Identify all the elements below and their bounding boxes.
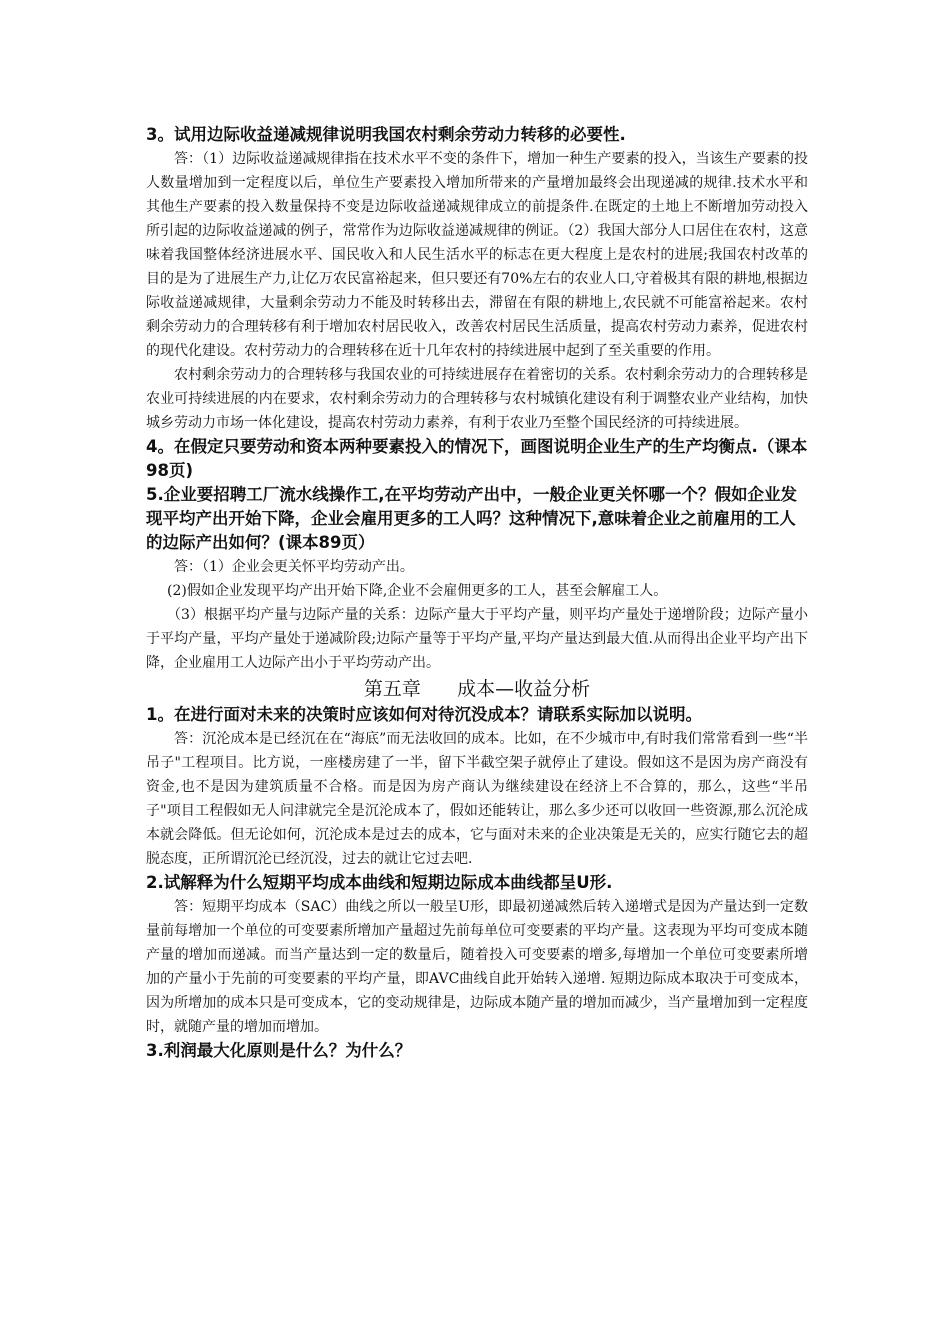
document-page — [146, 123, 808, 1063]
question-heading: 4。在假定只要劳动和资本两种要素投入的情况下，画图说明企业生产的生产均衡点.（课本98页) — [146, 437, 808, 480]
question-heading: 5.企业要招聘工厂流水线操作工,在平均劳动产出中，一般企业更关怀哪一个？假如企业发现平均产出开始下降，企业会雇用更多的工人吗？这种情况下,意味着企业之前雇用的工人的边际产出如何？(课本89页） — [146, 485, 798, 552]
question-heading: 3.利润最大化原则是什么？为什么？ — [146, 1041, 412, 1060]
answer-paragraph: 答：短期平均成本（SAC）曲线之所以一般呈U形，即最初递减然后转入递增式是因为产量达到一定数量前每增加一个单位的可变要素所增加产量超过先前每单位可变要素的平均产量。这表现为平均可变成本随产量的增加而递减。而当产量达到一定的数量后，随着投入可变要素的增多,每增加一个单位可变要素所增加的产量小于先前的可变要素的平均产量，即AVC曲线自此开始转入递增. 短期边际成本取决于可变成本，因为所增加的成本只是可变成本，它的变动规律是，边际成本随产量的增加而减少，当产量增加到一定程度时，就随产量的增加而增加。 — [146, 899, 808, 1035]
question-heading: 1。在进行面对未来的决策时应该如何对待沉没成本？请联系实际加以说明。 — [146, 705, 702, 724]
question-heading: 3。试用边际收益递减规律说明我国农村剩余劳动力转移的必要性. — [146, 125, 626, 144]
answer-paragraph: 答：（1）边际收益递减规律指在技术水平不变的条件下，增加一种生产要素的投入，当该生产要素的投人数量增加到一定程度以后，单位生产要素投入增加所带来的产量增加最终会出现递减的规律.技术水平和其他生产要素的投入数量保持不变是边际收益递减规律成立的前提条件.在既定的土地上不断增加劳动投入所引起的边际收益递减的例子，常常作为边际收益递减规律的例证。（2）我国大部分人口居住在农村，这意味着我国整体经济进展水平、国民收入和人民生活水平的标志在更大程度上是农村的进展;我国农村改革的目的是为了进展生产力,让亿万农民富裕起来，但只要还有70%左右的农业人口,守着极其有限的耕地,根据边际收益递减规律，大量剩余劳动力不能及时转移出去，滞留在有限的耕地上,农民就不可能富裕起来。农村剩余劳动力的合理转移有利于增加农村居民收入，改善农村居民生活质量，提高农村劳动力素养，促进农村的现代化建设。农村劳动力的合理转移在近十几年农村的持续进展中起到了至关重要的作用。 — [146, 151, 808, 359]
question-heading: 2.试解释为什么短期平均成本曲线和短期边际成本曲线都呈U形. — [146, 873, 613, 892]
answer-paragraph: 答：沉沦成本是已经沉在在“海底”而无法收回的成本。比如，在不少城市中,有时我们常常看到一些“半吊子"工程项目。比方说，一座楼房建了一半，留下半截空架子就停止了建设。假如这不是因为房产商没有资金,也不是因为建筑质量不合格。而是因为房产商认为继续建设在经济上不合算的，那么，这些“半吊子"项目工程假如无人问津就完全是沉沦成本了，假如还能转让，那么多少还可以收回一些资源,那么沉沦成本就会降低。但无论如何，沉沦成本是过去的成本，它与面对未来的企业决策是无关的，应实行随它去的超脱态度，正所谓沉沦已经沉没，过去的就让它过去吧. — [146, 731, 808, 867]
answer-paragraph: （3）根据平均产量与边际产量的关系：边际产量大于平均产量，则平均产量处于递增阶段；边际产量小于平均产量，平均产量处于递减阶段;边际产量等于平均产量,平均产量达到最大值.从而得出企业平均产出下降，企业雇用工人边际产出小于平均劳动产出。 — [146, 607, 808, 671]
answer-paragraph: 农村剩余劳动力的合理转移与我国农业的可持续进展存在着密切的关系。农村剩余劳动力的合理转移是农业可持续进展的内在要求，农村剩余劳动力的合理转移与农村城镇化建设有利于调整农业产业结构，加快城乡劳动力市场一体化建设，提高农村劳动力素养，有利于农业乃至整个国民经济的可持续进展。 — [146, 367, 808, 431]
answer-paragraph: (2)假如企业发现平均产出开始下降,企业不会雇佣更多的工人，甚至会解雇工人。 — [167, 583, 668, 599]
answer-paragraph: 答：（1）企业会更关怀平均劳动产出。 — [174, 559, 414, 575]
chapter-title: 第五章 成本—收益分析 — [363, 678, 591, 700]
